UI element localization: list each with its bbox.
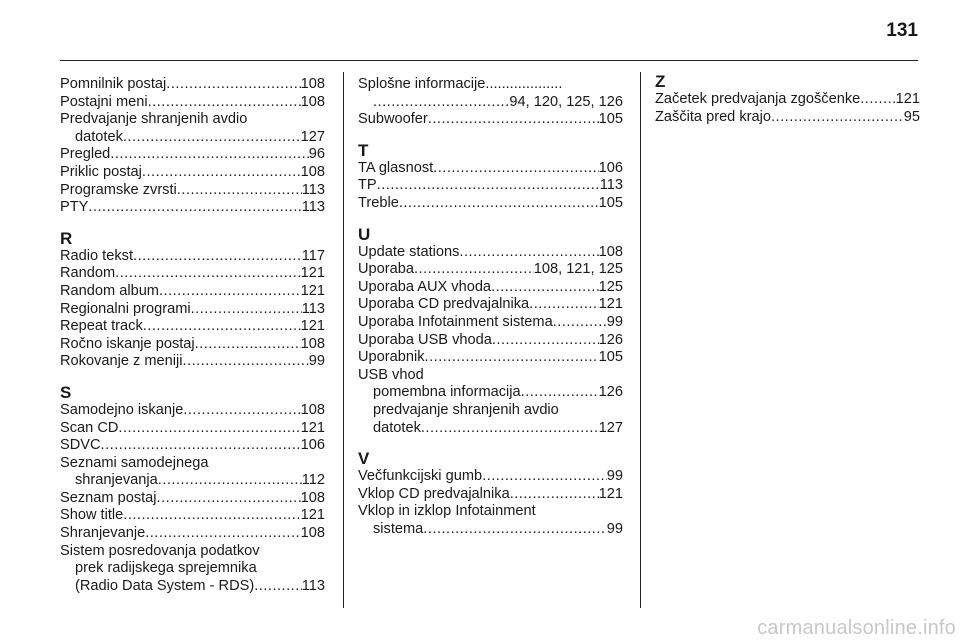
index-heading: Splošne informacije................... [358,76,563,92]
leader-dots [183,402,300,420]
leader-dots [195,336,301,354]
leader-dots [423,521,606,539]
watermark: carmanualsonline.info [757,617,956,639]
index-entry-label: Random [60,265,116,282]
leader-dots [771,109,904,127]
index-entry-label: (Radio Data System - RDS) [75,577,255,594]
index-entry-page: 105 [598,111,623,128]
index-entry [60,283,325,301]
index-entry-page: 121 [300,318,325,335]
index-entry [358,384,623,402]
leader-dots [88,199,301,217]
index-entry-page: 108 [300,93,325,110]
index-entry-label: Rokovanje z meniji [60,353,183,370]
leader-dots [254,578,302,596]
index-entry-page: 126 [598,331,623,348]
index-entry-page: 127 [300,128,325,145]
leader-dots [492,332,599,350]
index-entry-label: Pregled [60,146,111,163]
index-entry-label: Vklop CD predvajalnika [358,485,510,502]
index-heading: Sistem posredovanja podatkov [60,542,260,559]
index-entry [60,265,325,283]
index-entry-label: datotek [75,128,123,145]
leader-dots [145,525,300,543]
leader-dots [158,472,302,490]
index-entry-page: 112 [301,472,325,489]
index-entry-page: 121 [300,265,325,282]
section-letter: S [60,382,72,402]
index-entry-page: 108 [300,489,325,506]
index-entry [358,177,623,195]
index-entry-label: Treble [358,194,399,211]
index-entry [358,420,623,438]
index-entry-label: Uporaba CD predvajalnika [358,296,530,313]
index-entry-page: 113 [301,300,325,317]
index-entry-label: Regionalni programi [60,300,191,317]
index-entry-page: 113 [301,199,325,216]
index-entry-page: 127 [598,419,623,436]
index-entry [358,244,623,262]
index-entry [60,336,325,354]
leader-dots [143,318,301,336]
index-entry-label: Radio tekst [60,247,134,264]
index-entry-label: shranjevanja [75,472,158,489]
index-entry-label: Scan CD [60,419,119,436]
leader-dots [433,160,598,178]
index-entry-label: Postajni meni [60,93,148,110]
index-entry-page: 108 [300,401,325,418]
index-entry [60,507,325,525]
leader-dots [428,111,599,129]
section-letter: T [358,140,369,160]
section-letter: V [358,449,370,469]
index-entry-label: Uporaba USB vhoda [358,331,492,348]
index-entry-label: datotek [373,419,421,436]
leader-dots [142,164,301,182]
index-entry [358,279,623,297]
index-entry-label: Ročno iskanje postaj [60,335,195,352]
index-entry [60,318,325,336]
leader-dots [159,283,301,301]
index-entry [358,314,623,332]
index-entry [358,195,623,213]
index-entry [60,525,325,543]
index-entry-label: Uporaba AUX vhoda [358,278,492,295]
index-entry [60,248,325,266]
leader-dots [414,261,534,279]
index-entry [358,332,623,350]
index-entry [60,164,325,182]
index-entry-label: Show title [60,507,124,524]
index-entry [60,76,325,94]
index-entry [60,182,325,200]
index-entry [60,578,325,596]
page-number: 131 [886,20,918,41]
index-entry-page: 106 [598,159,623,176]
leader-dots [101,437,301,455]
index-entry-page: 121 [598,296,623,313]
index-entry-page: 108 [300,76,325,92]
column-divider [343,72,344,608]
index-column-3 [655,72,920,126]
index-entry-page: 108 [300,163,325,180]
leader-dots [860,91,895,109]
index-entry [655,109,920,127]
index-entry-page: 113 [599,177,623,194]
index-entry [358,521,623,539]
index-entry [358,296,623,314]
index-entry [60,301,325,319]
index-entry [358,349,623,367]
leader-dots [157,490,301,508]
index-entry-label: TP [358,177,377,194]
index-entry-page: 105 [598,194,623,211]
index-entry-label: Programske zvrsti [60,181,177,198]
index-entry [60,129,325,147]
leader-dots [115,265,300,283]
index-entry-label: Pomnilnik postaj [60,76,167,92]
index-entry [60,402,325,420]
leader-dots [373,94,509,112]
index-entry-page: 121 [300,419,325,436]
index-entry-page: 121 [598,485,623,502]
leader-dots [459,244,598,262]
index-entry-label: Repeat track [60,318,143,335]
index-heading: Seznami samodejnega [60,454,209,471]
leader-dots [553,314,607,332]
index-entry-page: 121 [895,91,920,107]
index-entry [358,468,623,486]
index-entry-label: Seznam postaj [60,489,157,506]
index-entry-page: 117 [301,247,325,264]
index-entry-label: Uporaba Infotainment sistema [358,313,553,330]
index-entry-label: Update stations [358,243,460,260]
index-entry-page: 113 [301,181,325,198]
index-entry [60,94,325,112]
index-entry [60,490,325,508]
index-entry-page: 99 [606,313,623,330]
column-divider [640,72,641,608]
index-heading: USB vhod [358,366,424,383]
leader-dots [377,177,600,195]
leader-dots [118,420,300,438]
section-letter: Z [655,72,666,91]
leader-dots [182,353,308,371]
index-entry [655,91,920,109]
header-rule [60,60,918,61]
index-entry [358,160,623,178]
index-entry-label: Večfunkcijski gumb [358,468,483,485]
index-heading: Vklop in izklop Infotainment [358,503,536,520]
leader-dots [148,94,301,112]
index-heading: Predvajanje shranjenih avdio [60,111,248,128]
index-entry-page: 108, 121, 125 [533,261,623,278]
leader-dots [123,507,300,525]
leader-dots [425,349,599,367]
leader-dots [421,420,599,438]
index-entry-label: Shranjevanje [60,525,146,542]
index-entry-page: 106 [300,437,325,454]
index-entry-label: SDVC [60,437,101,454]
index-entry-label: TA glasnost [358,159,434,176]
index-entry-label: Priklic postaj [60,163,142,180]
index-entry [60,353,325,371]
index-heading: prek radijskega sprejemnika [75,560,257,577]
leader-dots [123,129,301,147]
leader-dots [510,486,599,504]
index-entry [60,437,325,455]
index-entry-label: Zaščita pred krajo [655,108,771,125]
index-entry-page: 113 [301,577,325,594]
index-entry-page: 126 [598,384,623,401]
index-entry-label: Začetek predvajanja zgoščenke [655,91,861,107]
index-entry-label: Subwoofer [358,111,428,128]
leader-dots [491,279,599,297]
index-entry-label: Uporaba [358,261,414,278]
index-entry-label: Random album [60,282,159,299]
index-column-1 [60,76,325,595]
index-entry-label: Samodejno iskanje [60,401,184,418]
index-heading: predvajanje shranjenih avdio [373,401,559,418]
index-entry-page: 125 [598,278,623,295]
leader-dots [399,195,599,213]
index-entry-page: 108 [300,335,325,352]
index-entry-page: 108 [598,243,623,260]
index-entry-label: PTY [60,199,89,216]
index-column-2 [358,76,623,538]
leader-dots [166,76,300,94]
section-letter: R [60,228,73,248]
index-entry-page: 99 [606,520,623,537]
index-entry [60,420,325,438]
index-entry-page: 105 [598,349,623,366]
index-entry [60,146,325,164]
leader-dots [110,146,308,164]
leader-dots [529,296,598,314]
index-entry [60,199,325,217]
index-entry [358,486,623,504]
index-entry-page: 96 [308,146,325,163]
index-entry [358,94,623,112]
index-entry-page: 99 [308,353,325,370]
index-entry-label: Uporabnik [358,349,425,366]
leader-dots [177,182,302,200]
index-entry-page: 95 [903,108,920,125]
leader-dots [191,301,302,319]
leader-dots [133,248,302,266]
index-entry-page: 99 [606,468,623,485]
leader-dots [482,468,607,486]
index-entry-label: pomembna informacija [373,384,521,401]
index-entry [60,472,325,490]
section-letter: U [358,224,371,244]
index-entry-page: 121 [300,507,325,524]
index-entry-label: sistema [373,520,424,537]
index-entry-page: 94, 120, 125, 126 [509,93,623,110]
leader-dots [521,384,599,402]
index-entry [358,261,623,279]
index-entry-page: 121 [300,282,325,299]
index-entry-page: 108 [300,525,325,542]
index-entry [358,111,623,129]
